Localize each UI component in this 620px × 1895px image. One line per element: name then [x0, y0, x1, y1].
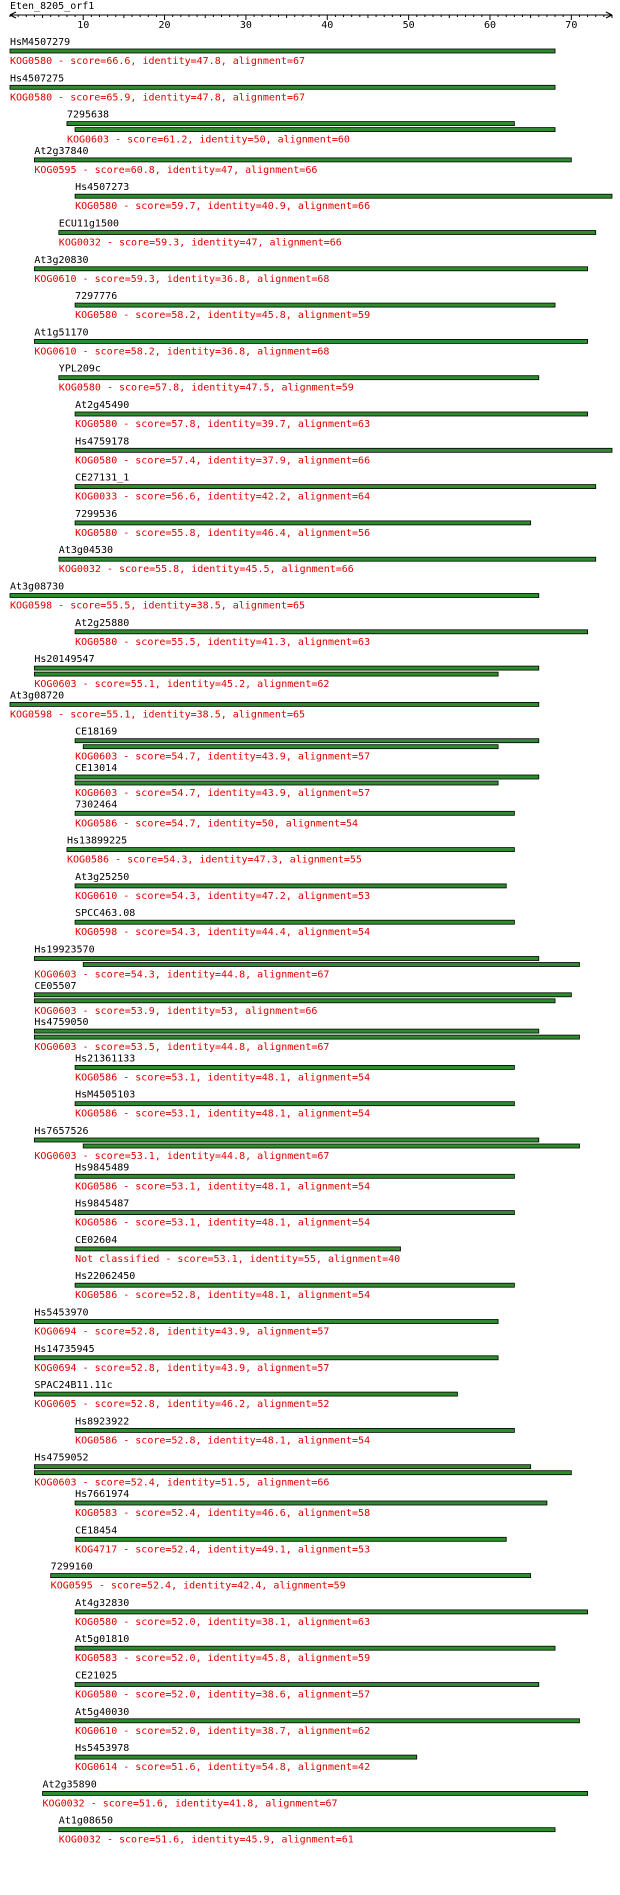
hit-name[interactable]: CE13014 — [75, 763, 118, 774]
hit-annotation[interactable]: KOG0580 - score=55.5, identity=41.3, alignment=63 — [75, 636, 371, 648]
hit-name[interactable]: CE05507 — [34, 980, 77, 992]
hit-name[interactable]: Hs5453970 — [34, 1307, 89, 1319]
hit-name[interactable]: Hs4507273 — [75, 182, 130, 194]
hit-row[interactable] — [75, 1634, 555, 1664]
hit-annotation[interactable]: KOG0580 - score=57.8, identity=39.7, alignment=63 — [75, 419, 371, 430]
hit-annotation[interactable]: KOG0580 - score=52.0, identity=38.6, alignment=57 — [75, 1689, 371, 1701]
alignment-bar[interactable] — [34, 672, 498, 676]
hit-row[interactable] — [75, 618, 588, 648]
hit-row[interactable] — [34, 1453, 571, 1489]
hit-row[interactable] — [75, 872, 506, 902]
hit-name[interactable]: Hs4507275 — [10, 73, 65, 85]
hit-annotation[interactable]: KOG0603 - score=55.1, identity=45.2, alignment=62 — [34, 679, 330, 691]
alignment-bar[interactable] — [75, 920, 514, 924]
alignment-bar[interactable] — [75, 412, 588, 416]
hit-name[interactable]: At3g20830 — [34, 254, 89, 266]
hit-name[interactable]: 7297776 — [75, 291, 118, 303]
hit-row[interactable] — [75, 291, 555, 321]
axis-tick-label: 70 — [565, 20, 578, 31]
hit-annotation[interactable]: KOG0580 - score=65.9, identity=47.8, alignment=67 — [10, 92, 306, 104]
alignment-bar[interactable] — [75, 128, 555, 132]
alignment-bar[interactable] — [75, 1247, 400, 1251]
hit-row[interactable] — [75, 1162, 514, 1192]
hit-annotation[interactable]: KOG0598 - score=55.1, identity=38.5, alignment=65 — [10, 709, 306, 721]
hit-name[interactable]: At3g25250 — [75, 871, 130, 883]
hit-annotation[interactable]: KOG0595 - score=52.4, identity=42.4, alignment=59 — [50, 1580, 346, 1592]
hit-row[interactable] — [34, 146, 571, 176]
alignment-bar[interactable] — [34, 1035, 579, 1039]
hit-row[interactable] — [34, 1308, 498, 1338]
hit-row[interactable] — [75, 1489, 547, 1519]
hit-annotation[interactable]: KOG0694 - score=52.8, identity=43.9, alignment=57 — [34, 1326, 330, 1338]
hit-row[interactable] — [75, 1671, 539, 1701]
hit-name[interactable]: 7299160 — [50, 1561, 93, 1573]
alignment-bar[interactable] — [75, 630, 588, 634]
hit-name[interactable]: At3g04530 — [58, 545, 113, 557]
hit-annotation[interactable]: KOG0586 - score=52.8, identity=48.1, alignment=54 — [75, 1290, 371, 1302]
alignment-bar[interactable] — [59, 1828, 555, 1832]
hit-name[interactable]: Hs20149547 — [34, 654, 95, 666]
hit-row[interactable] — [34, 255, 587, 285]
alignment-bar[interactable] — [10, 49, 555, 53]
alignment-bar[interactable] — [83, 745, 498, 749]
alignment-bar[interactable] — [34, 999, 555, 1003]
hit-row[interactable] — [59, 545, 596, 575]
hit-name[interactable]: At1g51170 — [34, 327, 89, 339]
axis-tick-label: 30 — [239, 20, 252, 31]
alignment-bar[interactable] — [75, 1283, 514, 1287]
alignment-bar[interactable] — [75, 1174, 514, 1178]
alignment-bar[interactable] — [59, 557, 596, 561]
hit-name[interactable]: SPCC463.08 — [75, 908, 136, 920]
axis-tick-label: 20 — [158, 20, 171, 31]
hit-row[interactable] — [34, 654, 538, 690]
hit-name[interactable]: Hs4759178 — [75, 436, 130, 448]
hit-name[interactable]: Hs14735945 — [34, 1343, 95, 1355]
hit-annotation[interactable]: KOG0580 - score=58.2, identity=45.8, alignment=59 — [75, 310, 371, 322]
hit-annotation[interactable]: KOG0603 - score=52.4, identity=51.5, alignment=66 — [34, 1477, 330, 1489]
hit-name[interactable]: ECU11g1500 — [58, 218, 120, 230]
hit-annotation[interactable]: KOG0586 - score=53.1, identity=48.1, alignment=54 — [75, 1217, 371, 1229]
hit-row[interactable] — [67, 110, 555, 146]
hit-row[interactable] — [75, 1525, 506, 1555]
hit-annotation[interactable]: KOG0586 - score=53.1, identity=48.1, alignment=54 — [75, 1181, 371, 1193]
hit-annotation[interactable]: KOG0032 - score=55.8, identity=45.5, alignment=66 — [58, 564, 354, 576]
alignment-bar[interactable] — [67, 848, 514, 852]
hit-annotation[interactable]: KOG0580 - score=59.7, identity=40.9, alignment=66 — [75, 201, 371, 213]
hit-row[interactable] — [75, 182, 612, 212]
hit-annotation[interactable]: KOG0580 - score=52.0, identity=38.1, alignment=63 — [75, 1616, 371, 1628]
alignment-bar[interactable] — [10, 702, 539, 706]
hit-row[interactable] — [75, 1235, 400, 1265]
hit-row[interactable] — [34, 327, 587, 357]
hit-name[interactable]: CE27131_1 — [75, 472, 130, 484]
hit-row[interactable] — [10, 690, 539, 720]
alignment-bar[interactable] — [75, 884, 506, 888]
alignment-bar[interactable] — [34, 1471, 571, 1475]
alignment-bar[interactable] — [75, 521, 531, 525]
hit-name[interactable]: At4g32830 — [75, 1597, 130, 1609]
hit-row[interactable] — [34, 1344, 498, 1374]
alignment-bar[interactable] — [34, 1356, 498, 1360]
hit-name[interactable]: Hs7661974 — [75, 1489, 130, 1500]
hit-name[interactable]: Hs8923922 — [75, 1416, 130, 1428]
hit-row[interactable] — [34, 1017, 579, 1053]
hit-annotation[interactable]: KOG0032 - score=59.3, identity=47, alignment=66 — [58, 237, 342, 249]
hit-name[interactable]: At3g08730 — [10, 581, 65, 593]
hit-annotation[interactable]: KOG0032 - score=51.6, identity=45.9, alignment=61 — [58, 1834, 354, 1846]
hit-row[interactable] — [75, 727, 539, 763]
hit-row[interactable] — [34, 1380, 457, 1410]
alignment-bar[interactable] — [75, 485, 596, 489]
hit-annotation[interactable]: KOG0586 - score=54.3, identity=47.3, alignment=55 — [66, 854, 362, 866]
hit-row[interactable] — [75, 763, 539, 799]
hit-name[interactable]: HsM4507279 — [10, 37, 71, 48]
hit-name[interactable]: Hs19923570 — [34, 944, 95, 956]
hit-annotation[interactable]: KOG0583 - score=52.4, identity=46.6, alignment=58 — [75, 1508, 371, 1519]
alignment-bar[interactable] — [75, 811, 514, 815]
hit-row[interactable] — [10, 73, 555, 103]
hit-name[interactable]: At2g37840 — [34, 145, 89, 157]
alignment-bar[interactable] — [83, 1144, 579, 1148]
alignment-bar[interactable] — [75, 1102, 514, 1106]
hit-annotation[interactable]: KOG4717 - score=52.4, identity=49.1, alignment=53 — [75, 1544, 371, 1556]
alignment-bar[interactable] — [75, 775, 539, 779]
hit-annotation[interactable]: KOG0603 - score=61.2, identity=50, alignment=60 — [66, 134, 350, 146]
hit-name[interactable]: CE21025 — [75, 1670, 118, 1682]
hit-name[interactable]: Hs7657526 — [34, 1126, 89, 1137]
hit-row[interactable] — [75, 473, 596, 503]
axis-tick-label: 50 — [402, 20, 415, 31]
alignment-bar[interactable] — [34, 1392, 457, 1396]
hit-row[interactable] — [75, 799, 514, 829]
hit-row[interactable] — [59, 1816, 555, 1846]
alignment-bar[interactable] — [75, 194, 612, 198]
hit-annotation[interactable]: KOG0580 - score=57.4, identity=37.9, alignment=66 — [75, 455, 371, 467]
hit-name[interactable]: At2g45490 — [75, 400, 130, 411]
hit-name[interactable]: At5g01810 — [75, 1634, 130, 1646]
hit-annotation[interactable]: KOG0694 - score=52.8, identity=43.9, alignment=57 — [34, 1362, 330, 1374]
hit-row[interactable] — [75, 400, 588, 430]
hit-name[interactable]: At1g08650 — [58, 1815, 113, 1827]
alignment-bar[interactable] — [67, 122, 514, 126]
alignment-bar[interactable] — [43, 1791, 588, 1795]
alignment-bar[interactable] — [75, 739, 539, 743]
alignment-bar[interactable] — [59, 231, 596, 235]
hit-annotation[interactable]: KOG0580 - score=66.6, identity=47.8, alignment=67 — [10, 56, 306, 67]
hit-annotation[interactable]: KOG0603 - score=53.9, identity=53, alignment=66 — [34, 1005, 318, 1017]
hit-list — [10, 37, 612, 1846]
hit-name[interactable]: CE18454 — [75, 1525, 118, 1537]
hit-annotation[interactable]: KOG0033 - score=56.6, identity=42.2, alignment=64 — [75, 491, 371, 503]
hit-annotation[interactable]: KOG0580 - score=55.8, identity=46.4, alignment=56 — [75, 527, 371, 539]
hit-row[interactable] — [75, 908, 514, 938]
hit-annotation[interactable]: KOG0610 - score=58.2, identity=36.8, alignment=68 — [34, 346, 330, 358]
hit-annotation[interactable]: KOG0586 - score=53.1, identity=48.1, alignment=54 — [75, 1072, 371, 1084]
query-axis — [10, 12, 612, 31]
axis-tick-label: 60 — [483, 20, 496, 31]
hit-row[interactable] — [75, 1416, 514, 1446]
hit-row[interactable] — [75, 1598, 588, 1628]
hit-row[interactable] — [10, 582, 539, 612]
hit-name[interactable]: Hs22062450 — [75, 1271, 136, 1283]
hit-annotation[interactable]: KOG0586 - score=54.7, identity=50, alignment=54 — [75, 818, 359, 830]
alignment-bar[interactable] — [34, 267, 587, 271]
alignment-bar[interactable] — [75, 1065, 514, 1069]
alignment-bar[interactable] — [75, 1719, 579, 1723]
alignment-bar[interactable] — [34, 957, 538, 961]
hit-annotation[interactable]: Not classified - score=53.1, identity=55, alignment=40 — [75, 1253, 401, 1265]
hit-annotation[interactable]: KOG0580 - score=57.8, identity=47.5, alignment=59 — [58, 382, 354, 394]
hit-annotation[interactable]: KOG0598 - score=54.3, identity=44.4, alignment=54 — [75, 927, 371, 939]
hit-row[interactable] — [34, 981, 571, 1017]
alignment-bar[interactable] — [34, 1138, 538, 1142]
hit-row[interactable] — [75, 436, 612, 466]
hit-row[interactable] — [75, 1743, 417, 1773]
hit-row[interactable] — [59, 219, 596, 249]
alignment-bar[interactable] — [51, 1574, 531, 1578]
hit-annotation[interactable]: KOG0603 - score=53.1, identity=44.8, alignment=67 — [34, 1151, 330, 1162]
hit-row[interactable] — [75, 1090, 514, 1120]
hit-name[interactable]: YPL209c — [58, 363, 101, 375]
hit-annotation[interactable]: KOG0603 - score=54.7, identity=43.9, alignment=57 — [75, 788, 371, 799]
hit-annotation[interactable]: KOG0032 - score=51.6, identity=41.8, alignment=67 — [42, 1798, 338, 1810]
alignment-bar[interactable] — [75, 1211, 514, 1215]
alignment-bar[interactable] — [34, 666, 538, 670]
hit-name[interactable]: Hs4759052 — [34, 1452, 89, 1464]
hit-annotation[interactable]: KOG0603 - score=54.3, identity=44.8, alignment=67 — [34, 969, 330, 981]
alignment-bar[interactable] — [59, 376, 539, 380]
hit-annotation[interactable]: KOG0610 - score=59.3, identity=36.8, alignment=68 — [34, 273, 330, 285]
hit-name[interactable]: At5g40030 — [75, 1706, 130, 1718]
alignment-bar[interactable] — [10, 594, 539, 598]
hit-annotation[interactable]: KOG0598 - score=55.5, identity=38.5, alignment=65 — [10, 600, 306, 612]
hit-row[interactable] — [75, 1053, 514, 1083]
hit-name[interactable]: 7302464 — [75, 799, 118, 811]
hit-annotation[interactable]: KOG0610 - score=54.3, identity=47.2, alignment=53 — [75, 890, 371, 902]
hit-name[interactable]: 7299536 — [75, 508, 118, 520]
query-title: Eten_8205_orf1 — [10, 1, 95, 12]
alignment-bar[interactable] — [75, 1755, 417, 1759]
axis-tick-label: 10 — [77, 20, 90, 31]
alignment-bar[interactable] — [34, 1029, 538, 1033]
hit-name[interactable]: Hs9845487 — [75, 1198, 130, 1210]
hit-annotation[interactable]: KOG0610 - score=52.0, identity=38.7, alignment=62 — [75, 1725, 371, 1737]
hit-row[interactable] — [75, 1271, 514, 1301]
hit-name[interactable]: CE02604 — [75, 1234, 118, 1246]
hit-row[interactable] — [10, 37, 555, 67]
alignment-bar[interactable] — [34, 993, 571, 997]
hit-annotation[interactable]: KOG0583 - score=52.0, identity=45.8, alignment=59 — [75, 1653, 371, 1665]
alignment-bar[interactable] — [75, 1646, 555, 1650]
hit-annotation[interactable]: KOG0603 - score=54.7, identity=43.9, alignment=57 — [75, 751, 371, 763]
hit-name[interactable]: SPAC24B11.11c — [34, 1380, 113, 1392]
hit-annotation[interactable]: KOG0586 - score=52.8, identity=48.1, alignment=54 — [75, 1435, 371, 1447]
hit-row[interactable] — [75, 1707, 579, 1737]
hit-row[interactable] — [51, 1562, 531, 1592]
hit-row[interactable] — [34, 1126, 579, 1162]
hit-name[interactable]: At2g25880 — [75, 617, 130, 629]
hit-row[interactable] — [59, 364, 539, 394]
alignment-bar[interactable] — [75, 1610, 588, 1614]
hit-row[interactable] — [43, 1779, 588, 1809]
alignment-bar[interactable] — [34, 1465, 530, 1469]
alignment-bar[interactable] — [34, 158, 571, 162]
alignment-bar[interactable] — [34, 339, 587, 343]
hit-name[interactable]: Hs5453978 — [75, 1743, 130, 1755]
alignment-bar[interactable] — [75, 448, 612, 452]
hit-annotation[interactable]: KOG0614 - score=51.6, identity=54.8, alignment=42 — [75, 1762, 371, 1774]
alignment-bar[interactable] — [75, 1537, 506, 1541]
hit-name[interactable]: Hs9845489 — [75, 1162, 130, 1174]
axis-tick-label: 40 — [321, 20, 334, 31]
hit-name[interactable]: At3g08720 — [10, 690, 65, 702]
hit-name[interactable]: HsM4505103 — [75, 1089, 136, 1101]
hit-name[interactable]: CE18169 — [75, 726, 118, 738]
alignment-bar[interactable] — [75, 1428, 514, 1432]
hit-row[interactable] — [75, 1199, 514, 1229]
hit-name[interactable]: Hs13899225 — [66, 835, 128, 847]
hit-row[interactable] — [75, 509, 531, 539]
alignment-bar[interactable] — [75, 781, 498, 785]
hit-name[interactable]: Hs4759050 — [34, 1017, 89, 1029]
alignment-bar[interactable] — [75, 303, 555, 307]
hit-row[interactable] — [34, 945, 579, 981]
hit-annotation[interactable]: KOG0586 - score=53.1, identity=48.1, alignment=54 — [75, 1108, 371, 1120]
hit-row[interactable] — [67, 836, 514, 866]
alignment-bar[interactable] — [10, 85, 555, 89]
hit-annotation[interactable]: KOG0603 - score=53.5, identity=44.8, alignment=67 — [34, 1042, 330, 1054]
hit-annotation[interactable]: KOG0605 - score=52.8, identity=46.2, alignment=52 — [34, 1399, 330, 1411]
hit-name[interactable]: 7295638 — [66, 109, 110, 121]
hit-name[interactable]: Hs21361133 — [75, 1053, 136, 1065]
alignment-bar[interactable] — [75, 1683, 539, 1687]
alignment-bar[interactable] — [75, 1501, 547, 1505]
alignment-bar[interactable] — [83, 963, 579, 967]
alignment-bar[interactable] — [34, 1320, 498, 1324]
hit-annotation[interactable]: KOG0595 - score=60.8, identity=47, alignment=66 — [34, 164, 318, 176]
hit-name[interactable]: At2g35890 — [42, 1779, 97, 1791]
